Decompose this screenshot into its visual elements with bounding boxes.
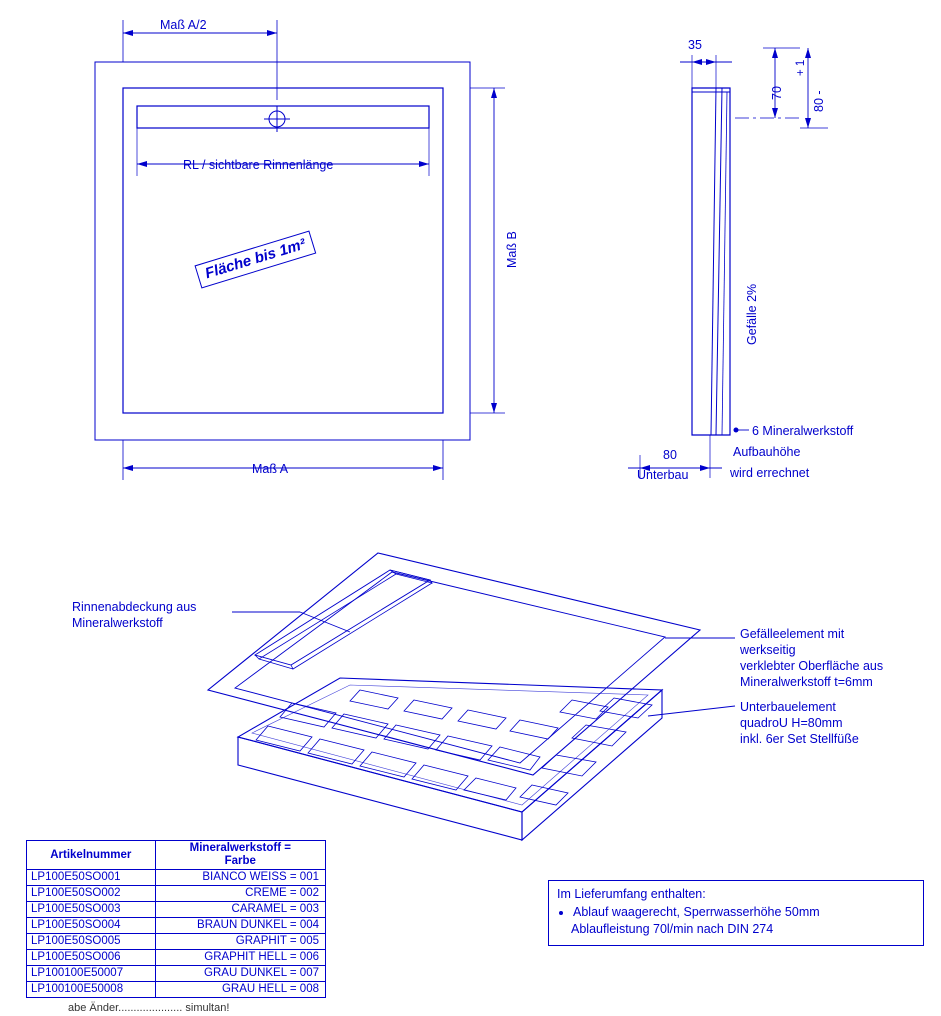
column-header-material [155, 841, 325, 870]
delivery-scope-title: Im Lieferumfang enthalten: [557, 887, 706, 901]
callout-base-element-line1: Unterbauelement [740, 700, 836, 714]
list-item [571, 921, 915, 938]
slope-label: Gefälle 2% [745, 283, 759, 345]
cell-color: CREME = 002 [155, 886, 325, 902]
cell-color: CARAMEL = 003 [155, 902, 325, 918]
cell-article-number: LP100E50SO002 [27, 886, 156, 902]
dim-label-80-tolerance: 80 - [812, 90, 826, 112]
cell-color: GRAPHIT = 005 [155, 934, 325, 950]
dim-label-height: Maß B [505, 231, 519, 268]
cell-article-number: LP100E50SO006 [27, 950, 156, 966]
base-label: Unterbau [637, 468, 689, 482]
callout-slope-element-line4: Mineralwerkstoff t=6mm [740, 675, 873, 689]
dim-label-70: 70 [770, 86, 784, 100]
delivery-scope-box [548, 880, 924, 946]
cell-article-number: LP100E50SO001 [27, 870, 156, 886]
table-row [27, 934, 326, 950]
material-note-line1: 6 Mineralwerkstoff [752, 424, 854, 438]
cell-color: BRAUN DUNKEL = 004 [155, 918, 325, 934]
tolerance-plus-label: + 1 [795, 59, 807, 76]
area-badge: Fläche bis 1m² [194, 230, 316, 288]
callout-base-element-line3: inkl. 6er Set Stellfüße [740, 732, 859, 746]
callout-channel-cover-line1: Rinnenabdeckung aus [72, 600, 197, 614]
footer-note: abe Änder..................... simultan! [68, 1002, 230, 1014]
channel-length-label: RL / sichtbare Rinnenlänge [183, 158, 334, 172]
cell-article-number: LP100E50SO005 [27, 934, 156, 950]
material-note-line3: wird errechnet [730, 466, 810, 480]
cell-article-number: LP100100E50007 [27, 966, 156, 982]
callout-base-element-line2: quadroU H=80mm [740, 716, 843, 730]
cell-article-number: LP100100E50008 [27, 982, 156, 998]
column-header-material-line2: Farbe [224, 855, 256, 867]
column-header-article: Artikelnummer [27, 841, 156, 870]
table-row [27, 966, 326, 982]
parts-table [26, 840, 326, 998]
table-row [27, 982, 326, 998]
dim-label-base-80: 80 [663, 448, 677, 462]
dim-label-half-width: Maß A/2 [160, 18, 207, 32]
column-header-material-line1: Mineralwerkstoff = [189, 842, 291, 854]
callout-channel-cover-line2: Mineralwerkstoff [72, 616, 163, 630]
cell-article-number: LP100E50SO003 [27, 902, 156, 918]
table-row [27, 918, 326, 934]
callout-slope-element-line3: verklebter Oberfläche aus [740, 659, 884, 673]
parts-table-body [27, 870, 326, 998]
delivery-item-text: Ablaufleistung 70l/min nach DIN 274 [571, 921, 774, 936]
dim-label-35: 35 [688, 38, 702, 52]
cell-article-number: LP100E50SO004 [27, 918, 156, 934]
dim-label-width: Maß A [252, 462, 289, 476]
cell-color: GRAU DUNKEL = 007 [155, 966, 325, 982]
table-row [27, 886, 326, 902]
table-header-row [27, 841, 326, 870]
table-row [27, 950, 326, 966]
cell-color: BIANCO WEISS = 001 [155, 870, 325, 886]
delivery-scope-list [557, 904, 915, 938]
list-item [573, 904, 915, 921]
cell-color: GRAPHIT HELL = 006 [155, 950, 325, 966]
table-row [27, 902, 326, 918]
delivery-item-text: Ablauf waagerecht, Sperrwasserhöhe 50mm [573, 904, 820, 919]
cell-color: GRAU HELL = 008 [155, 982, 325, 998]
material-note-line2: Aufbauhöhe [733, 445, 801, 459]
table-row [27, 870, 326, 886]
callout-slope-element-line2: werkseitig [740, 643, 796, 657]
callout-slope-element-line1: Gefälleelement mit [740, 627, 845, 641]
